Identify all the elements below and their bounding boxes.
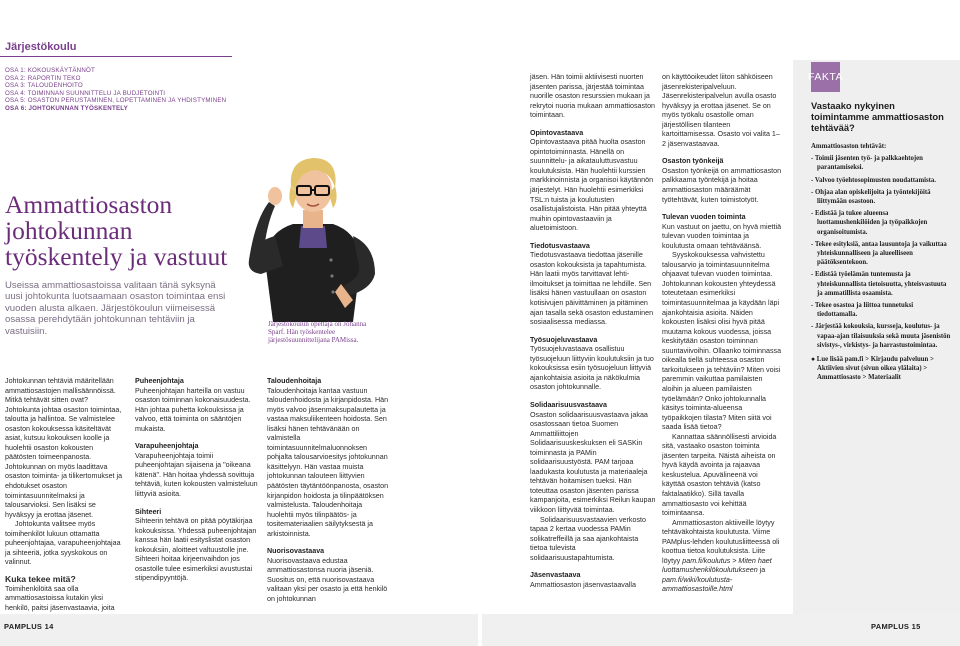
- article-lead: Useissa ammattiosastoissa valitaan tänä syksynä uusi johtokunta luotsaamaan osaston toimintaa ensi vuoden alusta alkaen. Järjestökoulun viimeisessä osassa perehdytään johtokunnan tehtäviin ja vastuisiin.: [5, 280, 226, 337]
- fact-box-item: - Järjestää kokouksia, kursseja, koulutus- ja vapaa-ajan tilaisuuksia sekä muuta jäsenistön sivistys-, virkistys- ja harrastustoimintaa.: [811, 323, 951, 349]
- role-heading: Taloudenhoitaja: [267, 377, 322, 385]
- role-heading: Osaston työnkeijä: [662, 157, 724, 166]
- body-paragraph: Osaston solidaarisuusvastaava jakaa osastossaan tietoa Suomen Ammattiliittojen Solidaarisuuskeskuksen eli SASKin toiminnasta ja PAMin solidaarisuustyöstä. PAM tarjoaa laadukasta koulutusta ja materiaaleja tehtävän hoitamisen tueksi. Hän toteuttaa osaston jäsenten parissa kampanjoita, esimerkiksi Reilun kaupan viikkoon liittyvää toimintaa.: [530, 410, 656, 514]
- body-paragraph: Nuorisovastaava edustaa ammattiosastonsa nuoria jäseniä. Suositus on, että nuorisovastaava valitaan yksi per osasto ja että henkilö on johtokunnan: [267, 556, 388, 604]
- body-paragraph: [662, 519, 782, 595]
- series-part: OSA 4: TOIMINNAN SUUNNITTELU JA BUDJETOINTI: [5, 89, 166, 97]
- body-paragraph: Kannattaa säännöllisesti arvioida sitä, vastaako osaston toiminta jäsenten tarpeita. Näistä aiheista on hyvä käydä avointa ja rajaavaa keskustelua. Apuvälineenä voi käyttää osaston tehtäviä (katso faktalaatikko). Sillä tavalla ammattiosasto voi kehittää toimintaansa.: [662, 432, 777, 518]
- teacher-illustration-svg: [235, 150, 390, 325]
- training-wiki-link[interactable]: pam.fi/wiki/koulutusta-ammattiosastoille.html: [662, 575, 733, 594]
- fact-box-item: - Ohjaa alan opiskelijoita ja työntekijöitä liittymään osastoon.: [811, 188, 931, 206]
- role-heading: Jäsenvastaava: [530, 571, 581, 580]
- body-paragraph: Osaston työnkeijä on ammattiosaston palkkaama työntekijä ja hoitaa ammattiosaston määräämät työtehtävät, kuten toimistotyöt.: [662, 166, 782, 204]
- body-paragraph: Syyskokouksessa vahvistettu talousarvio ja toimintasuunnitelma ohjaavat tulevan vuoden toimintaa. Johtokunnan kokousten yhteydessä toteutetaan esimerkiksi toimintasuunnitelmaa ja käydään läpi ajankohtaisia asioita. Näiden kokousten lisäksi olisi hyvä pitää muutama kokous vuodessa, joissa keskitytään osaston toiminnan suuntaviivoihin. Ollaanko toiminnassa oikealla tiellä suhteessa osaston tarkoitukseen ja tehtäviin? Miten voisi paremmin vaikuttaa pamilaisten aloihin ja alueen pamilaisten työelämään? Onko johtokunnalla käsitys toiminta-alueensa työpaikkojen tilasta? Miten siitä voi saada lisää tietoa?: [662, 251, 782, 432]
- fact-box-item: - Edistää työelämän tuntemusta ja yhteiskunnallista tietoisuutta, yhteisvastuuta ja ammatillista osaamista.: [811, 271, 947, 297]
- fact-box-list: [811, 154, 953, 350]
- role-heading: Opintovastaava: [530, 128, 584, 137]
- series-parts-list: [5, 67, 226, 113]
- role-heading: Tiedotusvastaava: [530, 241, 590, 250]
- role-heading: Solidaarisuusvastaava: [530, 400, 608, 409]
- series-part: OSA 2: RAPORTIN TEKO: [5, 74, 81, 82]
- fact-box-item: - Tekee osastoa ja liittoa tunnetuksi tiedottamalla.: [811, 302, 914, 319]
- body-paragraph: Puheenjohtajan harteilla on vastuu osaston toiminnan kokonaisuudesta. Hän johtaa puhetta kokouksissa ja valvoo, että toiminta on sääntöjen mukaista.: [135, 386, 251, 433]
- footer-bar-left: [0, 614, 478, 646]
- body-paragraph: Kun vastuut on jaettu, on hyvä miettiä tulevan vuoden toimintaa ja koulutusta omaan tehtäväänsä.: [662, 222, 782, 250]
- fact-box-item: - Toimii jäsenten työ- ja palkkaehtojen parantamiseksi.: [811, 155, 923, 172]
- role-heading: Sihteeri: [135, 507, 162, 516]
- page-number-right: PAMPLUS 15: [871, 622, 921, 631]
- illustration-caption: Järjestökoulun opettaja on Johanna Sparf. Hän työskentelee järjestösuunnittelijana PAMissa.: [268, 320, 367, 344]
- body-paragraph: Johtokunta valitsee myös toimihenkilöt lukuun ottamatta puheenjohtajaa, varapuheenjohtajaa ja sihteeriä, jotka syyskokous on valinnut.: [5, 520, 121, 567]
- text-column-3: [267, 377, 389, 605]
- body-paragraph: Johtokunnan tehtäviä määritellään ammattiosastojen mallisäännöissä. Mitkä tehtävät sitten ovat? Johtokunta johtaa osaston toimintaa, taloutta ja hallintoa. Se valmistelee osaston kokouksessa käsiteltävät asiat, kutsuu kokouksen koolle ja huolehtii osaston kokousten päätösten toimeenpanosta. Johtokunnan on myös laadittava osaston toiminta- ja tilikertomukset ja ehdotukset osaston toimintasuunnitelmaksi ja talousarvioksi. Sen lisäksi se hyväksyy ja erottaa jäsenet.: [5, 377, 123, 519]
- body-paragraph: Toimihenkilöitä saa olla ammattiosastoissa kutakin yksi henkilö, paitsi jäsenvastaavia, joita: [5, 584, 115, 613]
- section-heading: Tulevan vuoden toiminta: [662, 213, 746, 222]
- section-heading: Kuka tekee mitä?: [5, 573, 76, 584]
- fact-box-link[interactable]: ● Lue lisää pam.fi > Kirjaudu palveluun > Aktiivien sivut (sivun oikea ylälaita) > Ammattiosasto > Materiaalit: [811, 356, 934, 382]
- body-paragraph: Tiedotusvastaava tiedottaa jäsenille osaston kokouksista ja tapahtumista. Hän laatii myös tarvittavat lehti-ilmoitukset ja toimittaa ne lehdille. Sen lisäksi hänen vastuullaan on osaston kotisivujen päivittäminen ja pitäminen ajan tasalla sekä osaston edustaminen sosiaalisessa mediassa.: [530, 251, 654, 327]
- body-paragraph: Solidaarisuusvastaavien verkosto tapaa 2 kertaa vuodessa PAMin solikatreffeillä ja saa ajankohtaista tietoa tulevista solidaarisuustapahtumista.: [530, 515, 646, 562]
- body-paragraph: jäsen. Hän toimii aktiivisesti nuorten jäsenten parissa, järjestää toimintaa nuorille osaston resurssien mukaan ja rekrytoi nuoria mukaan ammattiosaston toimintaan.: [530, 73, 656, 120]
- page-number-left: PAMPLUS 14: [4, 622, 54, 631]
- series-title: Järjestökoulu: [5, 41, 77, 53]
- fact-box-title: Vastaako nykyinen toimintamme ammattiosaston tehtävää?: [811, 100, 944, 133]
- fact-box-subheading: Ammattiosaston tehtävät:: [811, 143, 887, 150]
- series-part-current: OSA 6: JOHTOKUNNAN TYÖSKENTELY: [5, 104, 129, 112]
- body-text: Ammattiosaston aktiiveille löytyy tehtäväkohtaista koulutusta. Viime PAMplus-lehden koulutusliitteessä oli koottua tietoa koulutuksista. Liite löytyy: [662, 518, 780, 565]
- body-paragraph: on käyttöoikeudet liiton sähköiseen jäsenrekisteripalveluun. Jäsenrekisteripalvelun avulla osasto hyväksyy ja erottaa jäsenet. Se on myös työkalu osastolle oman järjestöllisen tilanteen kartoittamisessa. Osasto voi valita 1–2 jäsenvastaavaa.: [662, 73, 780, 148]
- teacher-illustration: [235, 150, 390, 325]
- text-column-5: [662, 73, 782, 595]
- body-paragraph: Taloudenhoitaja kantaa vastuun taloudenhoidosta ja kirjanpidosta. Hän myös valvoo jäsenmaksupalautetta ja vastaa maksuliikenteen hoidosta. Sen lisäksi hänen tehtävänään on valmistella toimintasuunnitelmaluonnoksen pohjalta talousarvioesitys johtokunnan käsittelyyn. Hän vastaa muista johtokunnan talouteen liittyvien päätösten täytäntöönpanosta, osaston kirjanpidon hoidosta ja tilinpäätöksen valmistelusta. Taloudenhoitaja huolehtii myös tilinpäätös- ja tositemateriaalien säilytyksestä ja arkistoinnista.: [267, 386, 389, 538]
- fact-box-item: - Valvoo työehtosopimusten noudattamista.: [811, 176, 937, 184]
- body-paragraph: Sihteerin tehtävä on pitää pöytäkirjaa kokouksissa. Yhdessä puheenjohtajan kanssa hän laatii esityslistat osaston kokouksiin, aloitteet valtuustolle jne. Sihteeri hoitaa kirjeenvaihdon jos osastolle tulee esimerkiksi avustustai stipendipyyntöjä.: [135, 517, 257, 583]
- fact-box-tag: FAKTA: [811, 62, 840, 92]
- body-paragraph: Ammattiosaston jäsenvastaavalla: [530, 580, 636, 589]
- body-paragraph: Työsuojeluvastaava osallistuu työsuojeluun liittyviin koulutuksiin ja tuo kokouksissa esiin työsuojeluun liittyviä ajankohtaisia asioita ja näkökulmia osaston johtokunnalle.: [530, 345, 654, 392]
- fact-box-item: - Edistää ja tukee alueensa luottamushenkilöiden ja työpaikkojen organisoitumista.: [811, 210, 928, 236]
- text-column-2: [135, 377, 260, 584]
- fact-box-body: [811, 142, 953, 383]
- body-paragraph: Opintovastaava pitää huolta osaston opintotoiminnasta. Hänellä on suunnittelu- ja aikatauluttusvastuu koulutuksista. Hän huolehtii kurssien markkinoinnista ja organisoi käytännön järjestelyt. Hän huolehtii esimerkiksi TSL:n tuista ja koulutusten osallistujalistoista. Hän pitää yhteyttä muihin opintovastaaviin ja aluetoimistoon.: [530, 138, 654, 233]
- series-rule: [0, 56, 232, 57]
- role-heading: Varapuheenjohtaja: [135, 442, 199, 451]
- series-part: OSA 5: OSASTON PERUSTAMINEN, LOPETTAMINEN JA YHDISTYMINEN: [5, 97, 227, 105]
- role-heading: Puheenjohtaja: [135, 377, 184, 385]
- series-part: OSA 1: KOKOUSKÄYTÄNNÖT: [5, 67, 96, 74]
- role-heading: Työsuojeluvastaava: [530, 335, 598, 344]
- training-link[interactable]: pam.fi/koulutus > Miten haet luottamushenkilökoulutukseen: [662, 556, 772, 575]
- article-title: Ammattiosaston johtokunnan työskentely ja vastuut: [5, 190, 228, 271]
- body-paragraph: Varapuheenjohtaja toimii puheenjohtajan sijaisena ja "oikeana kätenä". Hän hoitaa yhdessä sovittuja tehtäviä, kuten kokousten valmisteluun liittyviä asioita.: [135, 451, 258, 499]
- role-heading: Nuorisovastaava: [267, 547, 325, 556]
- conjunction-text: ja: [757, 566, 766, 575]
- series-part: OSA 3: TALOUDENHOITO: [5, 82, 83, 90]
- text-column-1: [5, 377, 123, 623]
- text-column-4: [530, 73, 656, 590]
- fact-box-item: - Tekee esityksiä, antaa lausuntoja ja vaikuttaa yhteiskunnalliseen ja alueelliseen päätöksentekoon.: [811, 240, 947, 267]
